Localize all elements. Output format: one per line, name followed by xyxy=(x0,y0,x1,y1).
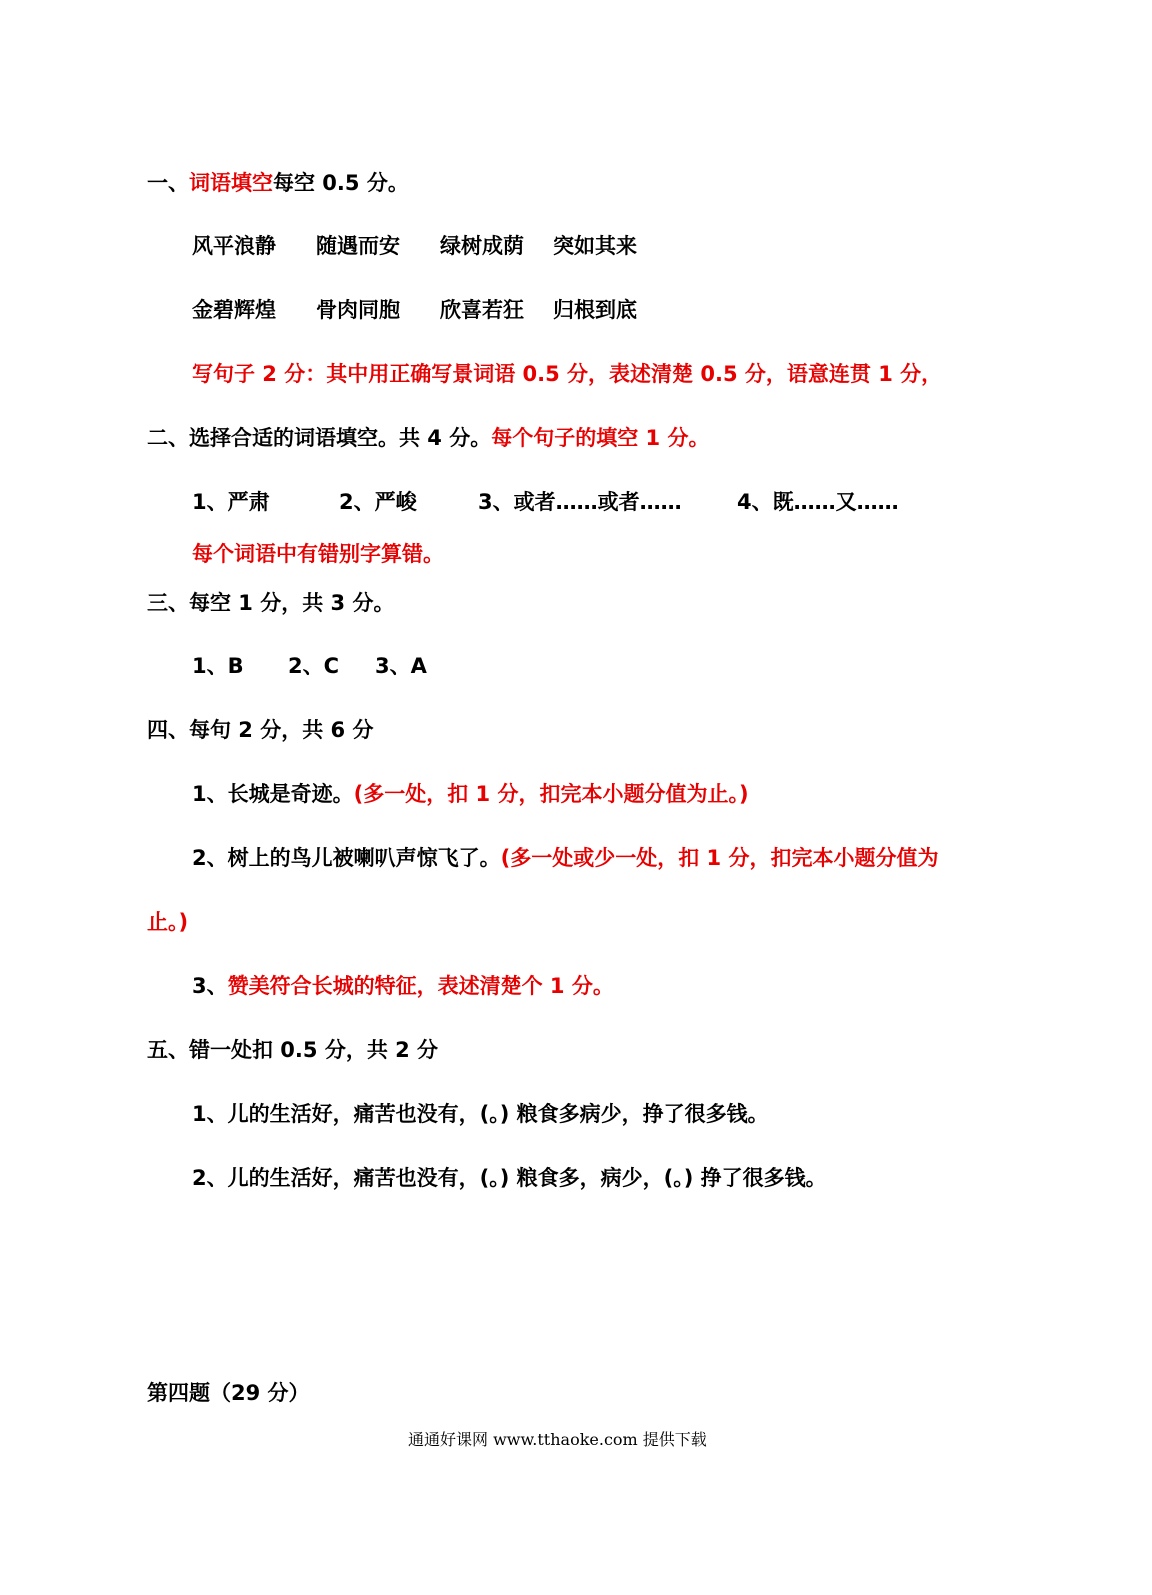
page-footer: 通通好课网 www.tthaoke.com 提供下载 xyxy=(408,1430,707,1449)
section-2-title: 二、选择合适的词语填空。共 4 分。 xyxy=(147,426,492,450)
section-1-row-1 xyxy=(192,231,692,261)
section-2-answers xyxy=(192,487,932,517)
section-1-row-2 xyxy=(192,295,692,325)
answer-word: 随遇而安 xyxy=(316,234,400,258)
section-1-title-red: 词语填空 xyxy=(189,171,273,195)
section-4-answer-3 xyxy=(192,971,614,1001)
section-1-title: 每空 0.5 分。 xyxy=(273,171,409,195)
section-4-answer-2-continued: 止。) xyxy=(147,910,189,934)
answer-item: 4、既……又…… xyxy=(737,490,899,514)
section-1-number: 一、 xyxy=(147,171,189,195)
section-3-heading: 三、每空 1 分，共 3 分。 xyxy=(147,591,395,615)
scoring-note: (多一处，扣 1 分，扣完本小题分值为止。) xyxy=(353,782,749,806)
section-1-heading xyxy=(147,168,409,198)
answer-item: 3、A xyxy=(375,654,427,678)
answer-word: 骨肉同胞 xyxy=(316,298,400,322)
answer-word: 金碧辉煌 xyxy=(192,298,276,322)
answer-item: 3、或者……或者…… xyxy=(478,490,682,514)
answer-word: 突如其来 xyxy=(553,234,637,258)
answer-item: 1、B xyxy=(192,654,244,678)
answer-word: 欣喜若狂 xyxy=(440,298,524,322)
section-3-answers xyxy=(192,651,492,681)
section-5-answer-1: 1、儿的生活好，痛苦也没有，(。) 粮食多病少，挣了很多钱。 xyxy=(192,1102,769,1126)
answer-text: 1、长城是奇迹。 xyxy=(192,782,354,806)
section-1-scoring-note: 写句子 2 分：其中用正确写景词语 0.5 分，表述清楚 0.5 分，语意连贯 1 分， xyxy=(192,362,943,386)
section-2-heading xyxy=(147,423,709,453)
section-2-note: 每个词语中有错别字算错。 xyxy=(192,542,444,566)
scoring-note: 赞美符合长城的特征，表述清楚个 1 分。 xyxy=(227,974,614,998)
answer-word: 绿树成荫 xyxy=(440,234,524,258)
section-4-answer-2 xyxy=(192,843,938,873)
section-5-answer-2: 2、儿的生活好，痛苦也没有，(。) 粮食多，病少，(。) 挣了很多钱。 xyxy=(192,1166,827,1190)
answer-word: 归根到底 xyxy=(553,298,637,322)
section-2-title-red: 每个句子的填空 1 分。 xyxy=(491,426,710,450)
answer-word: 风平浪静 xyxy=(192,234,276,258)
part-four-heading: 第四题（29 分） xyxy=(147,1381,310,1405)
answer-item: 2、严峻 xyxy=(339,490,417,514)
section-5-heading: 五、错一处扣 0.5 分，共 2 分 xyxy=(147,1038,439,1062)
answer-text: 2、树上的鸟儿被喇叭声惊飞了。 xyxy=(192,846,501,870)
section-4-answer-1 xyxy=(192,779,749,809)
scoring-note: (多一处或少一处，扣 1 分，扣完本小题分值为 xyxy=(500,846,939,870)
section-4-heading: 四、每句 2 分，共 6 分 xyxy=(147,718,374,742)
answer-item: 1、严肃 xyxy=(192,490,270,514)
answer-number: 3、 xyxy=(192,974,228,998)
answer-item: 2、C xyxy=(288,654,340,678)
